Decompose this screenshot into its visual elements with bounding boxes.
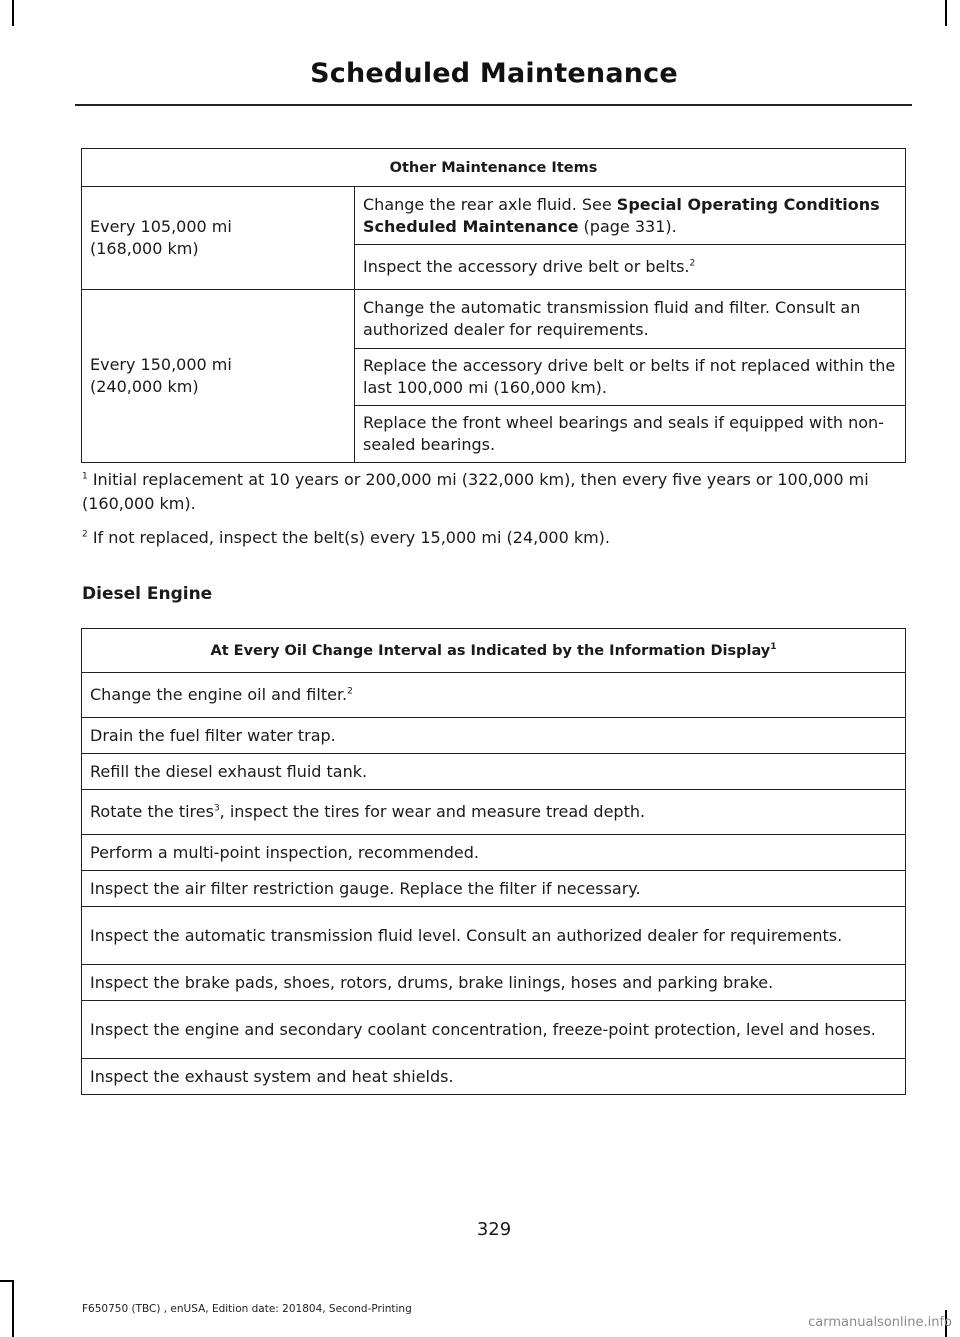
edition-info: F650750 (TBC) , enUSA, Edition date: 201804, Second-Printing [82,1303,412,1315]
maintenance-item: Change the automatic transmission fluid and filter. Consult an authorized dealer for requirements. [355,290,906,349]
watermark: carmanualsonline.info [808,1315,952,1330]
maintenance-item: Inspect the automatic transmission fluid level. Consult an authorized dealer for requirements. [82,907,906,965]
table-row [82,187,906,245]
table-row [82,718,906,754]
maintenance-item: Inspect the exhaust system and heat shields. [82,1059,906,1095]
maintenance-item: Inspect the accessory drive belt or belts.$^2$ [355,245,906,290]
table-row [82,871,906,907]
page-number: 329 [476,1219,512,1240]
table-row [82,965,906,1001]
maintenance-item: Inspect the air filter restriction gauge. Replace the filter if necessary. [82,871,906,907]
footnote-ref: 3 [213,803,220,814]
title-divider [75,104,912,106]
crop-mark-bottom-left-h [0,1280,13,1282]
maintenance-item: Change the rear axle fluid. See Special Operating Conditions Scheduled Maintenance (page 331). [355,187,906,245]
table-row [82,1001,906,1059]
footnote-2: $^2$ If not replaced, inspect the belt(s) every 15,000 mi (24,000 km). [82,528,611,547]
maintenance-item: Replace the front wheel bearings and seals if equipped with non-sealed bearings. [355,406,906,463]
crop-mark-top-left [12,0,14,26]
maintenance-item: Refill the diesel exhaust fluid tank. [82,754,906,790]
table-row [82,790,906,835]
table-header: Other Maintenance Items [82,149,906,187]
table-row [82,673,906,718]
table-header-row [82,149,906,187]
table-header: At Every Oil Change Interval as Indicated by the Information Display$^1$ [82,629,906,673]
footnote-ref: 2 [347,686,353,697]
maintenance-item: Inspect the brake pads, shoes, rotors, drums, brake linings, hoses and parking brake. [82,965,906,1001]
diesel-oil-change-table [81,628,906,1095]
table-header-row [82,629,906,673]
table-row [82,1059,906,1095]
table-row [82,907,906,965]
interval-line: (240,000 km) [90,377,199,396]
maintenance-item: Rotate the tires$^3$, inspect the tires for wear and measure tread depth. [82,790,906,835]
maintenance-item: Change the engine oil and filter.$^2$ [82,673,906,718]
maintenance-item: Drain the fuel filter water trap. [82,718,906,754]
footnote-ref: 1 [770,641,777,652]
crop-mark-top-right [945,0,947,26]
maintenance-item: Perform a multi-point inspection, recommended. [82,835,906,871]
table-row [82,754,906,790]
interval-line: (168,000 km) [90,239,199,258]
crop-mark-bottom-left [12,1280,14,1337]
maintenance-item: Inspect the engine and secondary coolant concentration, freeze-point protection, level and hoses. [82,1001,906,1059]
page-title: Scheduled Maintenance [310,58,678,89]
interval-cell [82,187,355,290]
cross-reference-link[interactable]: Special Operating Conditions Scheduled Maintenance [363,194,880,236]
table-row [82,835,906,871]
maintenance-item: Replace the accessory drive belt or belts if not replaced within the last 100,000 mi (160,000 km). [355,349,906,406]
other-maintenance-table [81,148,906,463]
interval-line: Every 150,000 mi [90,355,232,374]
interval-line: Every 105,000 mi [90,217,232,236]
footnote-ref: 2 [689,258,696,269]
section-heading: Diesel Engine [82,584,213,604]
footnote-1: $^1$ Initial replacement at 10 years or 200,000 mi (322,000 km), then every five years or 100,000 mi (160,000 km). [82,470,869,513]
interval-cell [82,290,355,463]
table-row [82,290,906,349]
